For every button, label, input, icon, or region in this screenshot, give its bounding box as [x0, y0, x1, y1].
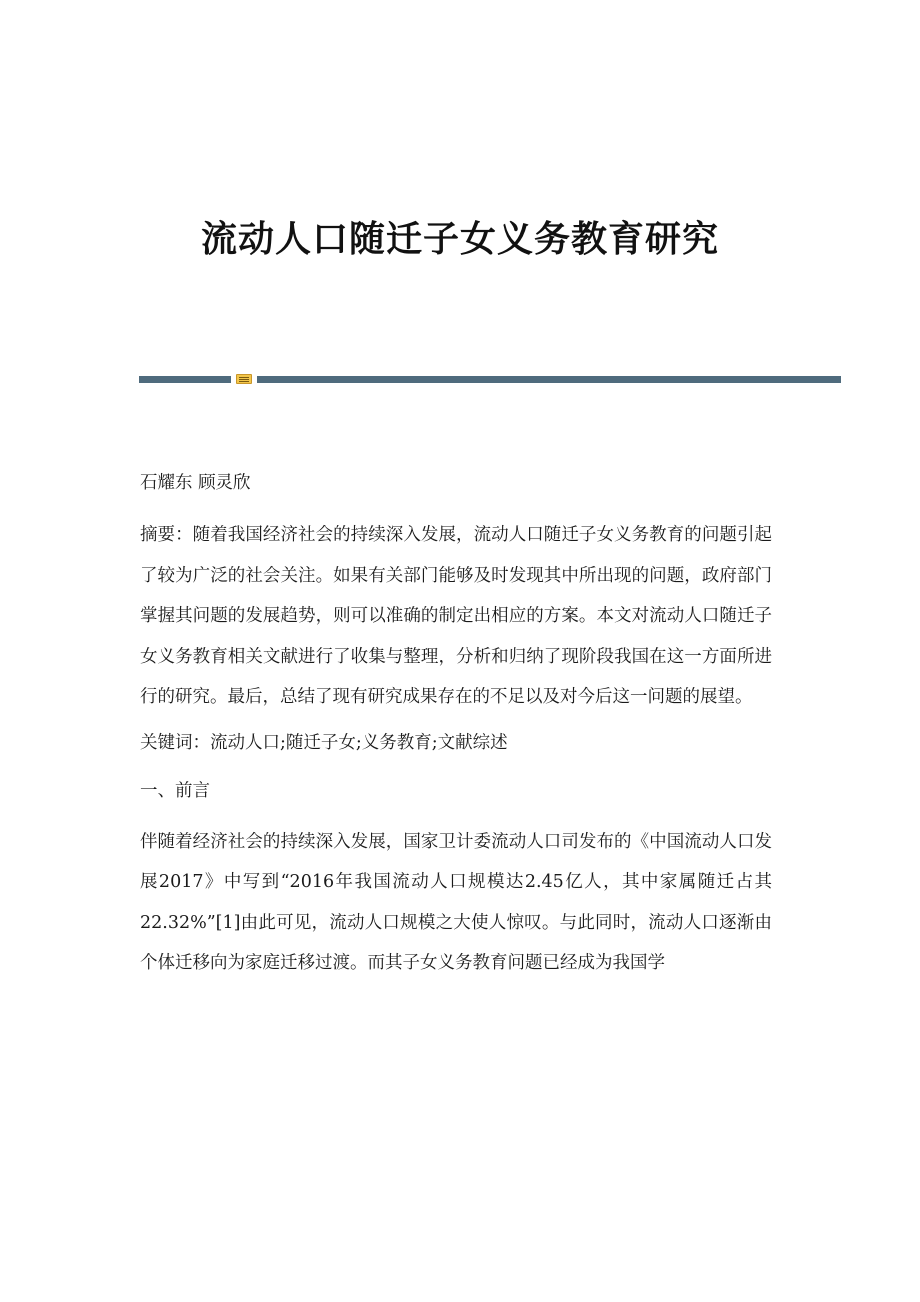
abstract-paragraph: 摘要：随着我国经济社会的持续深入发展，流动人口随迁子女义务教育的问题引起了较为广泛的社会关注。如果有关部门能够及时发现其中所出现的问题，政府部门掌握其问题的发展趋势，则可以准确的制定出相应的方案。本文对流动人口随迁子女义务教育相关文献进行了收集与整理，分析和归纳了现阶段我国在这一方面所进行的研究。最后，总结了现有研究成果存在的不足以及对今后这一问题的展望。 — [140, 525, 772, 707]
divider-bar-left — [139, 376, 231, 383]
keywords-line: 关键词：流动人口;随迁子女;义务教育;文献综述 — [140, 732, 508, 753]
divider-ornament-icon — [236, 374, 252, 384]
section-heading: 一、前言 — [140, 780, 210, 801]
document-body — [140, 466, 772, 984]
authors-line: 石耀东 顾灵欣 — [140, 473, 251, 493]
document-title: 流动人口随迁子女义务教育研究 — [200, 218, 719, 260]
divider-bar-right — [257, 376, 841, 383]
title-divider — [139, 374, 841, 384]
body-paragraph: 伴随着经济社会的持续深入发展，国家卫计委流动人口司发布的《中国流动人口发展2017》中写到“2016年我国流动人口规模达2.45亿人，其中家属随迁占其22.32%”[1]由此可见，流动人口规模之大使人惊叹。与此同时，流动人口逐渐由个体迁移向为家庭迁移过渡。而其子女义务教育问题已经成为我国学 — [140, 831, 772, 973]
